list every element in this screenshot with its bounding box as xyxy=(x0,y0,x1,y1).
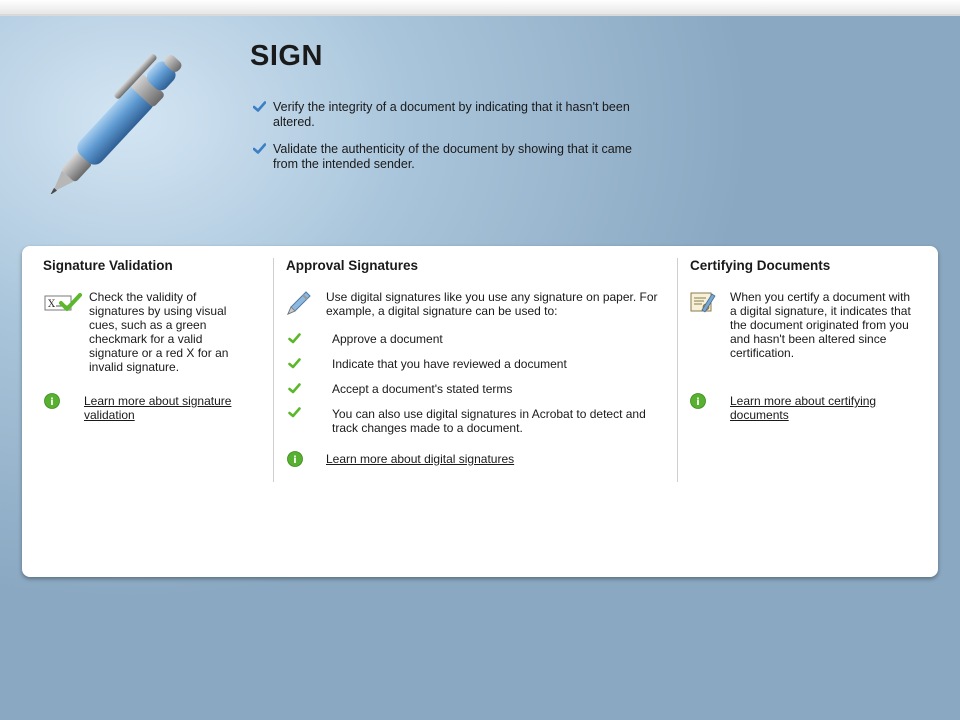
bullet-item xyxy=(253,100,653,130)
signature-validation-icon xyxy=(44,292,82,314)
bullet-text: Verify the integrity of a document by indicating that it hasn't been altered. xyxy=(273,100,630,129)
info-panel xyxy=(22,246,938,577)
green-checkmark-icon xyxy=(288,333,301,344)
page-title: SIGN xyxy=(250,40,323,72)
pen-icon xyxy=(286,290,312,316)
svg-text:i: i xyxy=(696,397,700,408)
green-checkmark-icon xyxy=(288,358,301,369)
signature-validation-column xyxy=(22,246,272,486)
feature-bullet-list xyxy=(253,100,653,184)
approval-item: Approve a document xyxy=(332,332,443,346)
approval-signatures-heading: Approval Signatures xyxy=(286,258,419,273)
svg-text:i: i xyxy=(293,455,297,466)
approval-item: Accept a document's stated terms xyxy=(332,382,513,396)
certificate-icon xyxy=(690,290,716,314)
learn-more-digital-signatures-link[interactable]: Learn more about digital signatures xyxy=(326,452,515,466)
window-top-bar xyxy=(0,0,960,16)
svg-text:i: i xyxy=(50,397,54,408)
blue-checkmark-icon xyxy=(253,101,266,112)
info-icon xyxy=(690,393,706,409)
green-checkmark-icon xyxy=(288,407,301,418)
approval-intro-text: Use digital signatures like you use any signature on paper. For example, a digital signature can be used to: xyxy=(326,290,658,318)
certifying-documents-column xyxy=(678,246,936,486)
info-icon xyxy=(287,451,303,467)
approval-signatures-column xyxy=(274,246,676,486)
approval-item: Indicate that you have reviewed a document xyxy=(332,357,567,371)
signature-validation-heading: Signature Validation xyxy=(43,258,173,273)
blue-checkmark-icon xyxy=(253,143,266,154)
certifying-documents-heading: Certifying Documents xyxy=(690,258,831,273)
svg-text:X: X xyxy=(48,299,56,310)
info-icon xyxy=(44,393,60,409)
bullet-text: Validate the authenticity of the document by showing that it came from the intended sender. xyxy=(273,142,633,171)
approval-item: You can also use digital signatures in Acrobat to detect and track changes made to a document. xyxy=(332,407,646,435)
bullet-item xyxy=(253,142,653,172)
learn-more-signature-validation-link[interactable]: Learn more about signature validation xyxy=(84,394,232,422)
green-checkmark-icon xyxy=(288,383,301,394)
signature-validation-text: Check the validity of signatures by using visual cues, such as a green checkmark for a valid signature or a red X for an invalid signature. xyxy=(89,290,229,374)
pen-illustration-icon xyxy=(36,44,206,194)
certifying-documents-text: When you certify a document with a digital signature, it indicates that the document originated from you and hasn't been altered since certification. xyxy=(730,290,911,360)
learn-more-certifying-documents-link[interactable]: Learn more about certifying documents xyxy=(730,394,877,422)
